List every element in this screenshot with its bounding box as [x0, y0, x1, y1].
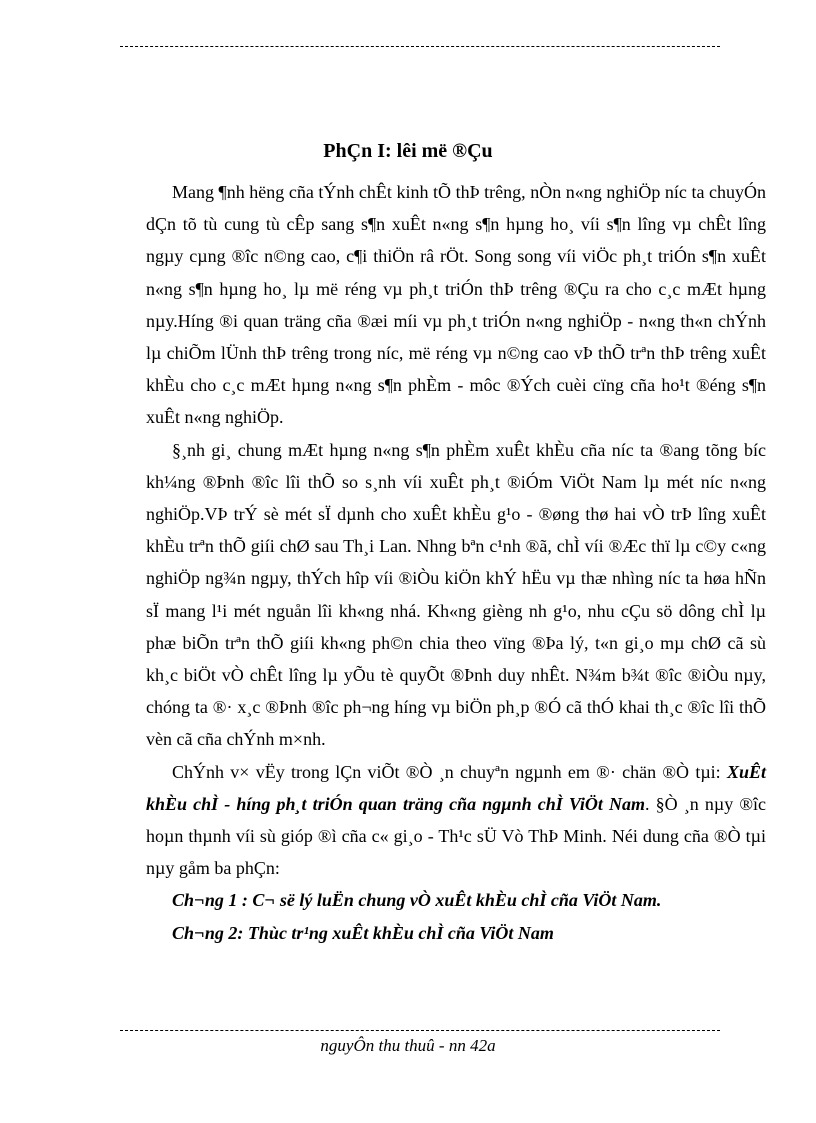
paragraph-3-lead: ChÝnh v× vËy trong lÇn viÕt ®Ò ¸n chuyªn ngµnh em ®· chän ®Ò tµi:: [172, 761, 721, 782]
footer-rule: [120, 1030, 720, 1031]
page-footer: nguyÔn thu thuû - nn 42a: [320, 1036, 496, 1055]
header-rule: [120, 46, 720, 47]
page-title: PhÇn I: lêi më ®Çu: [323, 140, 493, 162]
chapter-2: Ch¬ng 2: Thùc tr¹ng xuÊt khÈu chÌ cña ViÖt Nam: [172, 922, 554, 943]
paragraph-3-tail: . §Ò ¸n nµy ®îc hoµn thµnh víi sù gióp ®ì cña c« gi¸o - Th¹c sÜ Vò ThÞ Minh. Néi dung cña ®Ò tµi nµy gåm ba phÇn:: [146, 793, 766, 879]
paragraph-2: §¸nh gi¸ chung mÆt hµng n«ng s¶n phÈm xuÊt khÈu cña níc ta ®ang tõng bíc kh¼ng ®Þnh ®îc lîi thÕ so s¸nh víi xuÊt ph¸t ®iÓm ViÖt Nam lµ mét níc n«ng nghiÖp.VÞ trÝ sè mét sÏ dµnh cho xuÊt khÈu g¹o - ®øng thø hai vÒ trÞ lîng xuÊt khÈu trªn thÕ giíi chØ sau Th¸i Lan. Nhng bªn c¹nh ®ã, chÌ víi ®Æc thï lµ c©y c«ng nghiÖp ng¾n ngµy, thÝch hîp víi ®iÒu kiÖn khÝ hËu vµ thæ nhìng níc ta høa hÑn sÏ mang l¹i mét nguån lîi kh«ng nhá. Kh«ng gièng nh g¹o, nhu cÇu sö dông chÌ lµ phæ biÕn trªn thÕ giíi kh«ng ph©n chia theo vïng ®Þa lý, t«n gi¸o mµ chØ cã sù kh¸c biÖt vÒ chÊt lîng lµ yÕu tè quyÕt ®Þnh duy nhÊt. N¾m b¾t ®îc ®iÒu nµy, chóng ta ®· x¸c ®Þnh ®îc ph¬ng híng vµ biÖn ph¸p ®Ó cã thÓ khai th¸c ®îc lîi thÕ vèn cã cña chÝnh m×nh.: [146, 439, 766, 750]
chapter-1: Ch¬ng 1 : C¬ së lý luËn chung vÒ xuÊt khÈu chÌ cña ViÖt Nam.: [172, 890, 662, 911]
paragraph-3: [146, 756, 766, 885]
document-body: [146, 176, 766, 949]
paragraph-1: Mang ¶nh hëng cña tÝnh chÊt kinh tÕ thÞ trêng, nÒn n«ng nghiÖp níc ta chuyÓn dÇn tõ tù cung tù cÊp sang s¶n xuÊt n«ng s¶n hµng ho¸ víi s¶n lîng vµ chÊt lîng ngµy cµng ®îc n©ng cao, c¶i thiÖn râ rÖt. Song song víi viÖc ph¸t triÓn s¶n xuÊt n«ng s¶n hµng ho¸ lµ më réng vµ ph¸t triÓn thÞ trêng ®Çu ra cho c¸c mÆt hµng nµy.Híng ®i quan träng cña ®æi míi vµ ph¸t triÓn n«ng nghiÖp - n«ng th«n chÝnh lµ chiÕm lÜnh thÞ trêng trong níc, më réng vµ n©ng cao vÞ thÕ trªn thÞ trêng xuÊt khÈu cho c¸c mÆt hµng n«ng s¶n phÈm - môc ®Ých cuèi cïng cña ho¹t ®éng s¶n xuÊt n«ng nghiÖp.: [146, 182, 766, 428]
topic-title: XuÊt khÈu chÌ - híng ph¸t triÓn quan träng cña ngµnh chÌ ViÖt Nam: [146, 761, 766, 814]
